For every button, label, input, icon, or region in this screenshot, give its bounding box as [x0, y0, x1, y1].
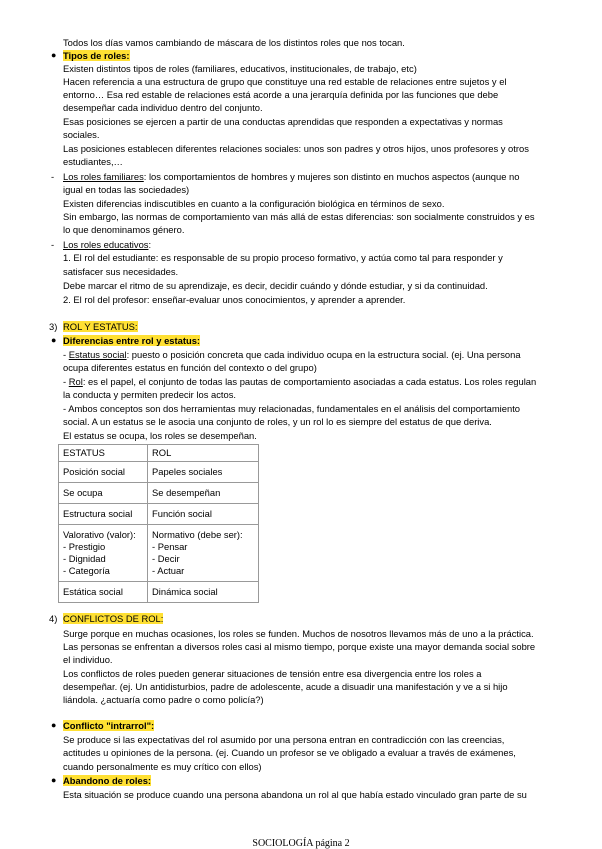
table-cell: Estática social [59, 582, 148, 603]
intrarrol-heading: Conflicto "intrarrol": [63, 720, 155, 731]
table-header-cell: ESTATUS [59, 445, 148, 462]
table-row [59, 525, 259, 582]
dash-marker: - [51, 239, 55, 250]
abandono-heading: Abandono de roles: [63, 775, 152, 786]
tipos-line: Existen distintos tipos de roles (familiares, educativos, institucionales, de trabajo, etc) [63, 63, 417, 74]
table-cell: Valorativo (valor): - Prestigio - Dignidad - Categoría [59, 525, 148, 582]
section3-line: - Ambos conceptos son dos herramientas muy relacionadas, fundamentales en el análisis del comportamiento [63, 403, 521, 414]
tipos-heading: Tipos de roles: [63, 50, 130, 61]
familiares-title: Los roles familiares [63, 171, 144, 182]
educativos-line: 1. El rol del estudiante: es responsable de su propio proceso formativo, y actúa como tal para responder y [63, 252, 503, 263]
intrarrol-line: actitudes u opiniones de la persona. (ej. Cuando un profesor se ve obligado a evaluar a través de exámenes, [63, 747, 516, 758]
section3-heading: ROL Y ESTATUS: [63, 321, 138, 332]
section3-line: social. A un estatus se le asocia una conjunto de roles, y un rol lo es siempre del estatus de que deriva. [63, 416, 492, 427]
tipos-line: desempeñar cada individuo dentro del conjunto. [63, 102, 263, 113]
table-cell: Se ocupa [59, 483, 148, 504]
table-cell: Posición social [59, 462, 148, 483]
bullet-icon: ● [51, 50, 57, 60]
familiares-first-line: Los roles familiares: los comportamientos de hombres y mujeres son distinto en muchos aspectos (aunque no [63, 171, 520, 182]
tipos-line: estudiantes,… [63, 156, 123, 167]
section4-line: desempeñar. (ej. Un antidisturbios, padre de adolescente, acude a disuadir una manifestación y ve a si hijo [63, 681, 508, 692]
dash-marker: - [51, 171, 55, 182]
intro-line: Todos los días vamos cambiando de máscara de los distintos roles que nos tocan. [63, 37, 405, 48]
table-cell: Se desempeñan [148, 483, 259, 504]
section-number: 4) [49, 613, 58, 624]
section4-line: el individuo. [63, 654, 113, 665]
bullet-icon: ● [51, 720, 57, 730]
familiares-line: Sin embargo, las normas de comportamiento van más allá de estas diferencias: son socialmente construidos y es [63, 211, 535, 222]
tipos-line: Hacen referencia a una estructura de grupo que constituye una red estable de relaciones entre sujetos y el [63, 76, 507, 87]
rol-definition-line2: la conducta y permiten predecir los actos. [63, 389, 237, 400]
table-cell: Estructura social [59, 504, 148, 525]
section4-line: Las personas se enfrentan a diversos roles casi al mismo tiempo, porque existe una mayor demanda social sobre [63, 641, 536, 652]
estatus-rol-table [58, 444, 259, 603]
abandono-line: Esta situación se produce cuando una persona abandona un rol al que había estado vinculado gran parte de su [63, 789, 527, 800]
bullet-icon: ● [51, 335, 57, 345]
table-header-cell: ROL [148, 445, 259, 462]
educativos-first-line: Los roles educativos: [63, 239, 152, 250]
section3-subheading: Diferencias entre rol y estatus: [63, 335, 201, 346]
table-row [59, 483, 259, 504]
table-row [59, 504, 259, 525]
intrarrol-line: cuando personalmente es muy crítico con ellos) [63, 761, 262, 772]
section4-heading: CONFLICTOS DE ROL: [63, 613, 164, 624]
educativos-title: Los roles educativos [63, 239, 149, 250]
section4-line: Surge porque en muchas ocasiones, los roles se funden. Muchos de nosotros llevamos más de uno a la práctica. [63, 628, 534, 639]
section4-line: liándola. ¿actuaría como padre o como policía?) [63, 694, 264, 705]
table-cell: Función social [148, 504, 259, 525]
section4-line: Los conflictos de roles pueden generar situaciones de tensión entre esa divergencia entre los roles a [63, 668, 482, 679]
tipos-line: sociales. [63, 129, 100, 140]
tipos-line: entorno… Esa red estable de relaciones está acorde a una jerarquía definida por las funciones que debe [63, 89, 499, 100]
section-number: 3) [49, 321, 58, 332]
familiares-line: lo que denominamos género. [63, 224, 185, 235]
table-row [59, 582, 259, 603]
familiares-line: igual en todas las sociedades) [63, 184, 190, 195]
rol-definition: - Rol: es el papel, el conjunto de todas las pautas de comportamiento asociadas a cada estatus. Los roles regulan [63, 376, 537, 387]
bullet-icon: ● [51, 775, 57, 785]
table-cell: Dinámica social [148, 582, 259, 603]
educativos-line: Debe marcar el ritmo de su aprendizaje, es decir, decidir cuándo y dónde estudiar, y si da continuidad. [63, 280, 488, 291]
rol-label: Rol [68, 376, 83, 387]
table-cell: Papeles sociales [148, 462, 259, 483]
educativos-line: satisfacer sus necesidades. [63, 266, 179, 277]
page-footer: SOCIOLOGÍA página 2 [252, 838, 350, 849]
table-cell: Normativo (debe ser): - Pensar - Decir - Actuar [148, 525, 259, 582]
table-row [59, 462, 259, 483]
tipos-line: Las posiciones establecen diferentes relaciones sociales: unos son padres y otros hijos, unos profesores y otros [63, 143, 529, 154]
estatus-label: Estatus social [68, 349, 127, 360]
familiares-line: Existen diferencias indiscutibles en cuanto a la configuración biológica en términos de sexo. [63, 198, 445, 209]
estatus-definition: - Estatus social: puesto o posición concreta que cada individuo ocupa en la estructura social. (ej. Una persona [63, 349, 521, 360]
table-header-row [59, 445, 259, 462]
section3-line: El estatus se ocupa, los roles se desempeñan. [63, 430, 257, 441]
estatus-definition-line2: ocupa diferentes estatus en función del contexto o del grupo) [63, 362, 317, 373]
educativos-line: 2. El rol del profesor: enseñar-evaluar unos conocimientos, y aprender a aprender. [63, 294, 406, 305]
tipos-line: Esas posiciones se ejercen a partir de una conductas aprendidas que responden a expectativas y normas [63, 116, 503, 127]
intrarrol-line: Se produce si las expectativas del rol asumido por una persona entran en contradicción con las creencias, [63, 734, 505, 745]
